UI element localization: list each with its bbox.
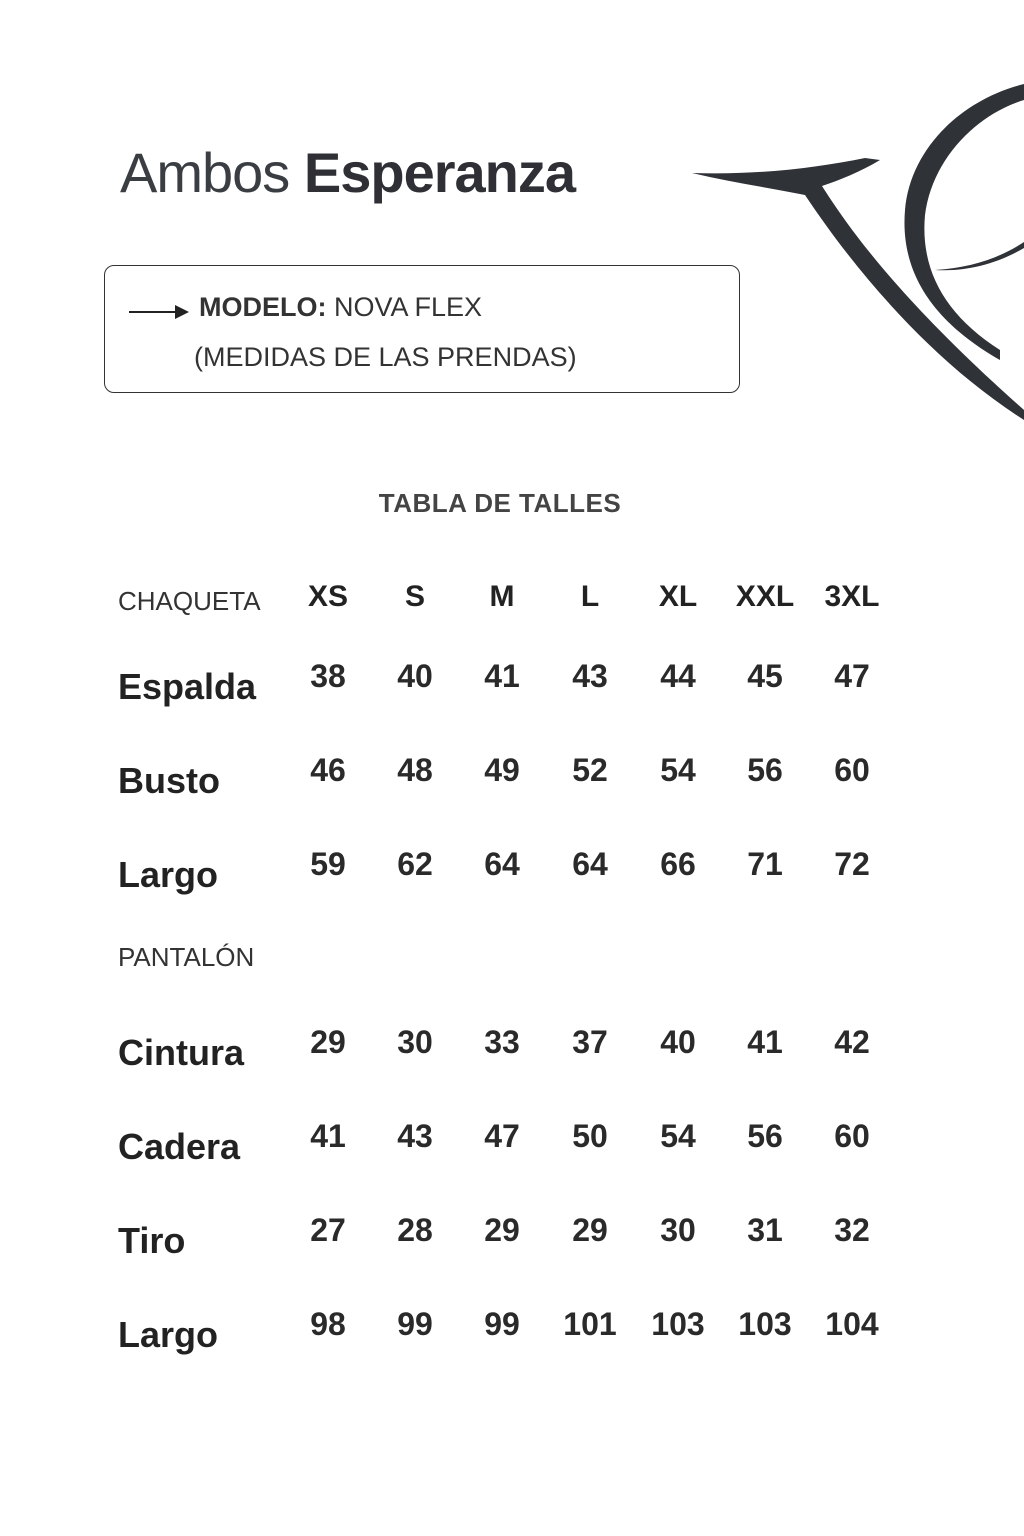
table-cell: 27: [310, 1212, 346, 1248]
table-cell: 103: [651, 1306, 705, 1342]
table-cell: 64: [484, 846, 520, 882]
table-cell: 48: [397, 752, 433, 788]
table-cell: 103: [738, 1306, 792, 1342]
table-cell: 40: [660, 1024, 696, 1060]
table-cell: 59: [310, 846, 346, 882]
table-row: [0, 1024, 1024, 1084]
table-cell: 49: [484, 752, 520, 788]
size-header-xl: XL: [658, 580, 698, 613]
table-cell: 41: [310, 1118, 346, 1154]
table-cell: 31: [747, 1212, 783, 1248]
brand-title-bold: Esperanza: [303, 141, 575, 204]
pants-section-label: PANTALÓN: [118, 942, 255, 972]
row-label: Busto: [118, 760, 220, 801]
table-cell: 37: [572, 1024, 608, 1060]
model-value: NOVA FLEX: [334, 292, 483, 322]
table-cell: 47: [834, 658, 870, 694]
model-line: [199, 292, 482, 323]
table-cell: 40: [397, 658, 433, 694]
table-cell: 42: [834, 1024, 870, 1060]
table-cell: 44: [660, 658, 696, 694]
table-cell: 66: [660, 846, 696, 882]
table-cell: 32: [834, 1212, 870, 1248]
row-label: Largo: [118, 854, 219, 895]
size-header-xs: XS: [307, 580, 349, 613]
table-row: [0, 1118, 1024, 1178]
table-cell: 54: [660, 752, 696, 788]
table-cell: 46: [310, 752, 346, 788]
table-cell: 29: [572, 1212, 608, 1248]
table-cell: 33: [484, 1024, 520, 1060]
table-cell: 60: [834, 1118, 870, 1154]
table-cell: 38: [310, 658, 346, 694]
table-cell: 99: [397, 1306, 433, 1342]
table-cell: 30: [660, 1212, 696, 1248]
table-cell: 43: [572, 658, 608, 694]
size-header-xxl: XXL: [735, 580, 795, 613]
table-cell: 60: [834, 752, 870, 788]
table-cell: 30: [397, 1024, 433, 1060]
table-cell: 104: [825, 1306, 879, 1342]
table-cell: 71: [747, 846, 783, 882]
table-cell: 28: [397, 1212, 433, 1248]
table-cell: 98: [310, 1306, 346, 1342]
size-header-m: M: [489, 580, 515, 613]
model-info-box: [104, 265, 740, 393]
size-header-s: S: [404, 580, 425, 613]
brand-title: [120, 140, 575, 205]
row-label: Cadera: [118, 1126, 241, 1167]
table-cell: 50: [572, 1118, 608, 1154]
table-row: [0, 1306, 1024, 1366]
size-header-l: L: [580, 580, 600, 613]
size-header-3xl: 3XL: [824, 580, 880, 613]
table-row: [0, 658, 1024, 718]
table-cell: 41: [747, 1024, 783, 1060]
row-label: Cintura: [118, 1032, 244, 1073]
table-cell: 41: [484, 658, 520, 694]
table-row: [0, 846, 1024, 906]
table-cell: 56: [747, 752, 783, 788]
brand-title-thin: Ambos: [120, 141, 290, 204]
table-cell: 29: [484, 1212, 520, 1248]
table-cell: 43: [397, 1118, 433, 1154]
table-cell: 72: [834, 846, 870, 882]
table-cell: 62: [397, 846, 433, 882]
table-cell: 56: [747, 1118, 783, 1154]
table-cell: 101: [563, 1306, 617, 1342]
jacket-section-label: CHAQUETA: [118, 586, 261, 616]
row-label: Tiro: [118, 1220, 186, 1261]
row-label: Largo: [118, 1314, 219, 1355]
table-cell: 47: [484, 1118, 520, 1154]
table-cell: 45: [747, 658, 783, 694]
model-label: MODELO:: [199, 292, 327, 322]
table-row: [0, 1212, 1024, 1272]
table-cell: 99: [484, 1306, 520, 1342]
table-row: [0, 752, 1024, 812]
table-cell: 64: [572, 846, 608, 882]
model-subtitle: (MEDIDAS DE LAS PRENDAS): [194, 342, 577, 372]
table-cell: 52: [572, 752, 608, 788]
right-arrow-icon: [129, 302, 191, 322]
row-label: Espalda: [118, 666, 257, 707]
size-table-title: TABLA DE TALLES: [378, 488, 622, 518]
table-cell: 29: [310, 1024, 346, 1060]
size-header-row: [0, 580, 1024, 620]
table-cell: 54: [660, 1118, 696, 1154]
